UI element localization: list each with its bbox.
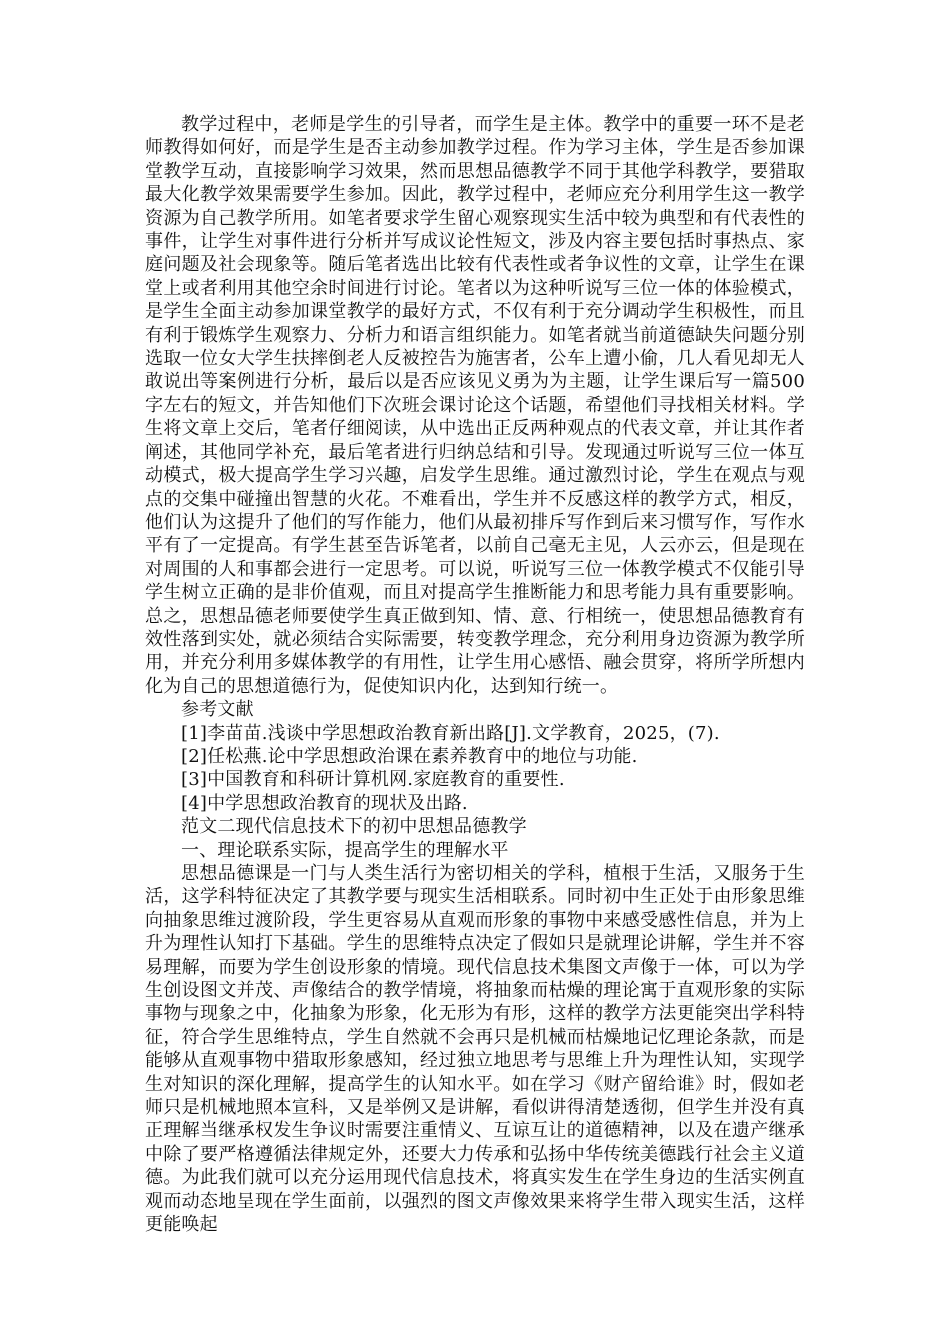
- reference-item-1: [1]李苗苗.浅谈中学思想政治教育新出路[J].文学教育，2025，(7).: [181, 722, 720, 744]
- document-page: [145, 113, 805, 1237]
- section-heading: 一、理论联系实际，提高学生的理解水平: [181, 839, 509, 861]
- reference-item-3: [3]中国教育和科研计算机网.家庭教育的重要性.: [181, 769, 565, 791]
- references-heading: 参考文献: [181, 699, 254, 721]
- reference-item-4: [4]中学思想政治教育的现状及出路.: [181, 792, 468, 814]
- essay-title: 范文二现代信息技术下的初中思想品德教学: [181, 816, 527, 838]
- reference-item-2: [2]任松燕.论中学思想政治课在素养教育中的地位与功能.: [181, 745, 638, 767]
- body-paragraph-1: 教学过程中，老师是学生的引导者，而学生是主体。教学中的重要一环不是老师教得如何好，而是学生是否主动参加教学过程。作为学习主体，学生是否参加课堂教学互动，直接影响学习效果，然而思想品德教学不同于其他学科教学，要猎取最大化教学效果需要学生参加。因此，教学过程中，老师应充分利用学生这一教学资源为自己教学所用。如笔者要求学生留心观察现实生活中较为典型和有代表性的事件，让学生对事件进行分析并写成议论性短文，涉及内容主要包括时事热点、家庭问题及社会现象等。随后笔者选出比较有代表性或者争议性的文章，让学生在课堂上或者利用其他空余时间进行讨论。笔者以为这种听说写三位一体的体验模式，是学生全面主动参加课堂教学的最好方式，不仅有利于充分调动学生积极性，而且有利于锻炼学生观察力、分析力和语言组织能力。如笔者就当前道德缺失问题分别选取一位女大学生扶摔倒老人反被控告为施害者，公车上遭小偷，几人看见却无人敢说出等案例进行分析，最后以是否应该见义勇为为主题，让学生课后写一篇500字左右的短文，并告知他们下次班会课讨论这个话题，希望他们寻找相关材料。学生将文章上交后，笔者仔细阅读，从中选出正反两种观点的代表文章，并让其作者阐述，其他同学补充，最后笔者进行归纳总结和引导。发现通过听说写三位一体互动模式，极大提高学生学习兴趣，启发学生思维。通过激烈讨论，学生在观点与观点的交集中碰撞出智慧的火花。不难看出，学生并不反感这样的教学方式，相反，他们认为这提升了他们的写作能力，他们从最初排斥写作到后来习惯写作，写作水平有了一定提高。有学生甚至告诉笔者，以前自己毫无主见，人云亦云，但是现在对周围的人和事都会进行一定思考。可以说，听说写三位一体教学模式不仅能引导学生树立正确的是非价值观，而且对提高学生推断能力和思考能力具有重要影响。总之，思想品德老师要使学生真正做到知、情、意、行相统一，使思想品德教育有效性落到实处，就必须结合实际需要，转变教学理念，充分利用身边资源为教学所用，并充分利用多媒体教学的有用性，让学生用心感悟、融会贯穿，将所学所想内化为自己的思想道德行为，促使知识内化，达到知行统一。: [145, 114, 805, 697]
- body-paragraph-2: 思想品德课是一门与人类生活行为密切相关的学科，植根于生活，又服务于生活，这学科特征决定了其教学要与现实生活相联系。同时初中生正处于由形象思维向抽象思维过渡阶段，学生更容易从直观而形象的事物中来感受感性信息，并为上升为理性认知打下基础。学生的思维特点决定了假如只是就理论讲解，学生并不容易理解，而要为学生创设形象的情境。现代信息技术集图文声像于一体，可以为学生创设图文并茂、声像结合的教学情境，将抽象而枯燥的理论寓于直观形象的实际事物与现象之中，化抽象为形象，化无形为有形，这样的教学方法更能突出学科特征，符合学生思维特点，学生自然就不会再只是机械而枯燥地记忆理论条款，而是能够从直观事物中猎取形象感知，经过独立地思考与思维上升为理性认知，实现学生对知识的深化理解，提高学生的认知水平。如在学习《财产留给谁》时，假如老师只是机械地照本宣科，又是举例又是讲解，看似讲得清楚透彻，但学生并没有真正理解当继承权发生争议时需要注重情义、互谅互让的道德精神，以及在遗产继承中除了要严格遵循法律规定外，还要大力传承和弘扬中华传统美德践行社会主义道德。为此我们就可以充分运用现代信息技术，将真实发生在学生身边的生活实例直观而动态地呈现在学生面前，以强烈的图文声像效果来将学生带入现实生活，这样更能唤起: [145, 863, 805, 1236]
